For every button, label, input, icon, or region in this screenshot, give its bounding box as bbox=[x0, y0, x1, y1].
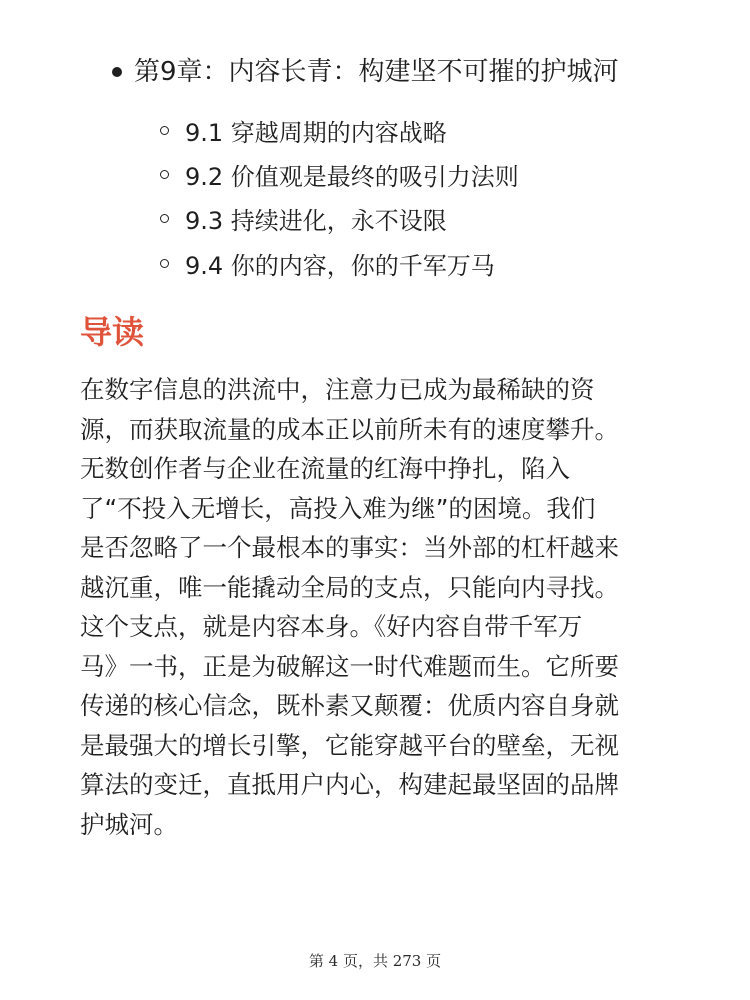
paragraph-line: 是最强大的增长引擎，它能穿越平台的壁垒，无视 bbox=[80, 730, 619, 760]
paragraph-line: 了“不投入无增长，高投入难为继”的困境。我们 bbox=[80, 493, 596, 523]
hollow-bullet-icon bbox=[160, 214, 169, 223]
section-item bbox=[160, 152, 519, 196]
paragraph-line: 在数字信息的洪流中，注意力已成为最稀缺的资 bbox=[80, 375, 595, 404]
section-label: 9.4 你的内容，你的千军万马 bbox=[185, 251, 495, 280]
paragraph-line: 越沉重，唯一能撬动全局的支点，只能向内寻找。 bbox=[80, 572, 619, 602]
intro-heading: 导读 bbox=[80, 313, 145, 351]
page-number: 第 4 页，共 273 页 bbox=[308, 952, 442, 970]
section-item bbox=[160, 241, 519, 285]
intro-paragraph bbox=[80, 370, 680, 844]
paragraph-line: 马》一书，正是为破解这一时代难题而生。它所要 bbox=[80, 651, 619, 681]
section-item bbox=[160, 197, 519, 241]
section-label: 9.2 价值观是最终的吸引力法则 bbox=[185, 162, 519, 191]
paragraph-line: 传递的核心信念，既朴素又颠覆：优质内容自身就 bbox=[80, 691, 619, 720]
section-label: 9.1 穿越周期的内容战略 bbox=[185, 118, 447, 147]
section-list bbox=[160, 108, 519, 285]
bullet-icon bbox=[112, 67, 122, 77]
chapter-title: 第9章：内容长青：构建坚不可摧的护城河 bbox=[134, 57, 619, 87]
paragraph-line: 无数创作者与企业在流量的红海中挣扎，陷入 bbox=[80, 454, 570, 483]
hollow-bullet-icon bbox=[160, 126, 169, 135]
section-label: 9.3 持续进化，永不设限 bbox=[185, 207, 447, 236]
chapter-item bbox=[112, 52, 619, 92]
hollow-bullet-icon bbox=[160, 170, 169, 179]
hollow-bullet-icon bbox=[160, 259, 169, 268]
section-item bbox=[160, 108, 519, 152]
paragraph-line: 算法的变迁，直抵用户内心，构建起最坚固的品牌 bbox=[80, 770, 619, 799]
paragraph-line: 护城河。 bbox=[80, 809, 178, 839]
paragraph-line: 这个支点，就是内容本身。《好内容自带千军万 bbox=[80, 612, 583, 641]
paragraph-line: 源，而获取流量的成本正以前所未有的速度攀升。 bbox=[80, 414, 619, 444]
paragraph-line: 是否忽略了一个最根本的事实：当外部的杠杆越来 bbox=[80, 533, 619, 562]
